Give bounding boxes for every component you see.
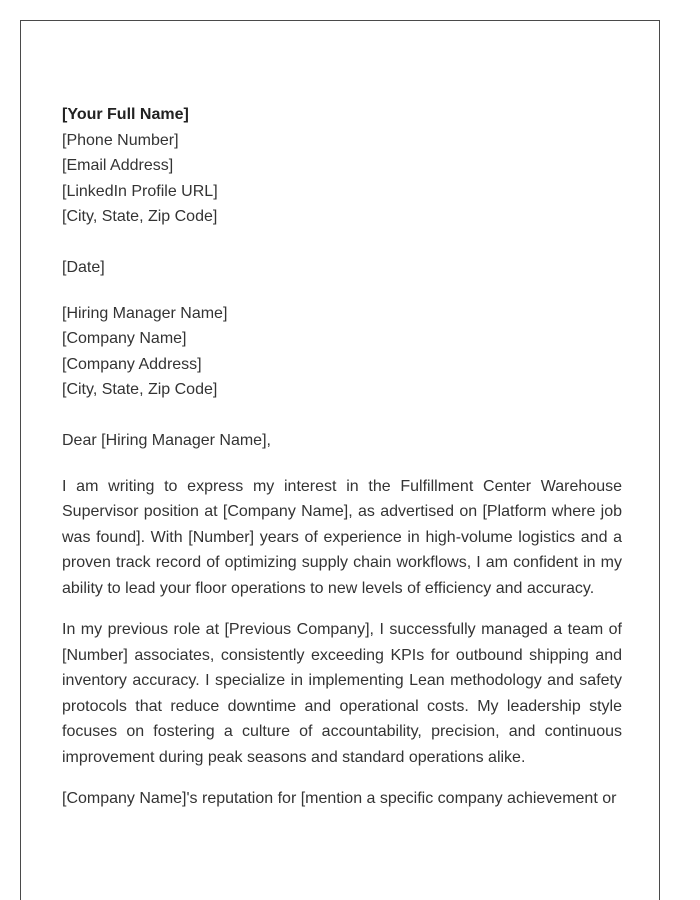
sender-phone: [Phone Number] xyxy=(62,131,179,149)
sender-name: [Your Full Name] xyxy=(62,106,189,123)
sender-city: [City, State, Zip Code] xyxy=(62,208,218,225)
spacer xyxy=(62,454,622,474)
spacer xyxy=(62,281,622,301)
spacer xyxy=(62,230,622,256)
letter-date: [Date] xyxy=(62,259,105,276)
body-paragraph-1: I am writing to express my interest in the Fulfillment Center Warehouse Supervisor position at [Company Name], as advertised on [Platform where job was found]. With [Number] years of experience in high-volume logistics and a proven track record of optimizing supply chain workflows, I am confident in my ability to lead your floor operations to new levels of efficiency and accuracy. xyxy=(62,477,622,597)
letter-page xyxy=(20,20,660,900)
recipient-name: [Hiring Manager Name] xyxy=(62,304,228,322)
spacer xyxy=(62,403,622,429)
letter-content xyxy=(62,102,622,812)
body-paragraph-2: In my previous role at [Previous Company], I successfully managed a team of [Number] associates, consistently exceeding KPIs for outbound shipping and inventory accuracy. I specialize in implementing Lean methodology and safety protocols that reduce downtime and operational costs. My leadership style focuses on fostering a culture of accountability, precision, and continuous improvement during peak seasons and standard operations alike. xyxy=(62,621,622,766)
salutation: Dear [Hiring Manager Name], xyxy=(62,432,271,449)
recipient-address: [Company Address] xyxy=(62,355,202,373)
sender-block xyxy=(62,102,622,230)
recipient-company: [Company Name] xyxy=(62,330,187,347)
recipient-block xyxy=(62,301,622,403)
body-paragraph-3: [Company Name]'s reputation for [mention a specific company achievement or xyxy=(62,790,617,807)
sender-email: [Email Address] xyxy=(62,157,174,174)
recipient-city: [City, State, Zip Code] xyxy=(62,381,218,398)
sender-linkedin: [LinkedIn Profile URL] xyxy=(62,182,218,200)
